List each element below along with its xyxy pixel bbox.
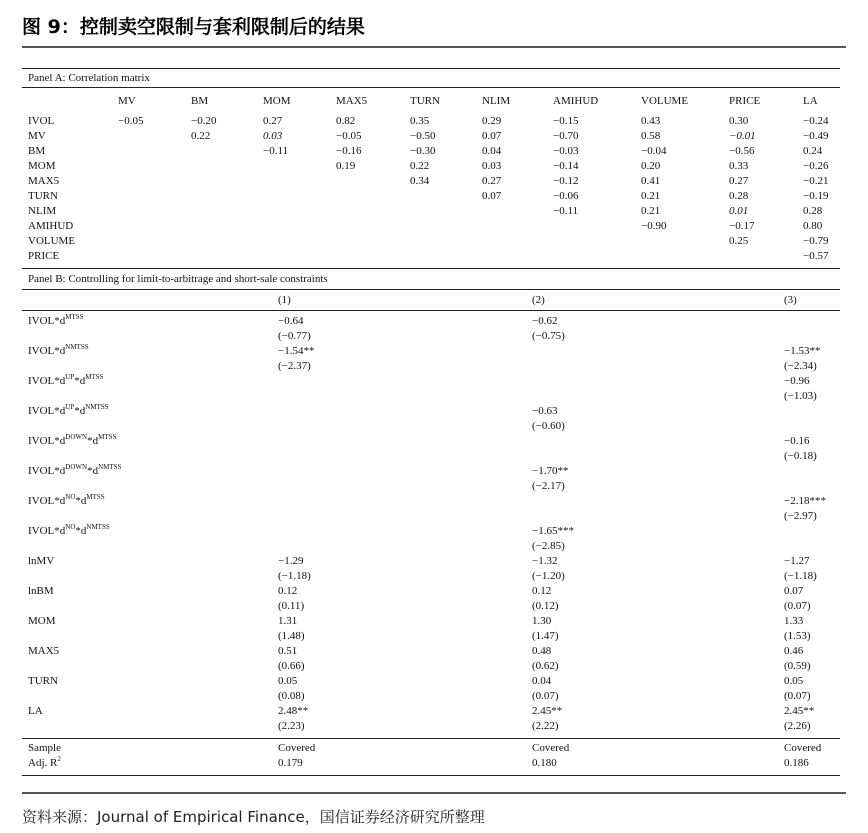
panel-b-row-label: $IVOL*d^{NO}*d^{MTSS}$ <box>28 493 105 507</box>
panel-b-footer-value: 0.180 <box>532 757 557 769</box>
panel-b-row-label: $IVOL*d^{NMTSS}$ <box>28 343 89 357</box>
panel-a-cell: −0.01 <box>729 130 756 142</box>
panel-a-cell: 0.25 <box>729 235 749 247</box>
panel-b-t-stat: (−0.18) <box>784 450 817 462</box>
panel-b-footer-value: Covered <box>278 742 316 754</box>
panel-b-coefficient: 1.31 <box>278 615 298 627</box>
panel-b-t-stat: (−1.20) <box>532 570 565 582</box>
panel-b-coefficient: −1.70** <box>532 465 569 477</box>
panel-b-coefficient: −2.18*** <box>784 495 826 507</box>
source-note: 资料来源：Journal of Empirical Finance，国信证券经济研究所整理 <box>22 808 485 826</box>
panel-a-cell: −0.70 <box>553 130 579 142</box>
panel-b-t-stat: (−2.34) <box>784 360 817 372</box>
panel-b-coefficient: 0.12 <box>278 585 298 597</box>
panel-a-cell: −0.03 <box>553 145 579 157</box>
panel-a-col-header: MAX5 <box>336 95 368 107</box>
panel-b-col-header: (2) <box>532 294 545 306</box>
panel-b-t-stat: (1.48) <box>278 630 305 642</box>
panel-b-t-stat: (2.23) <box>278 720 305 732</box>
panel-a-cell: −0.05 <box>336 130 362 142</box>
panel-b-row-label: $IVOL*d^{MTSS}$ <box>28 313 84 327</box>
panel-a-col-header: BM <box>191 95 209 107</box>
panel-b-t-stat: (1.47) <box>532 630 559 642</box>
panel-b-t-stat: (−0.75) <box>532 330 565 342</box>
panel-a-cell: −0.49 <box>803 130 829 142</box>
panel-b-coefficient: 0.04 <box>532 675 552 687</box>
panel-b-top-rule <box>22 268 840 269</box>
panel-a-cell: 0.21 <box>641 205 661 217</box>
panel-b-row-label: TURN <box>28 675 58 687</box>
panel-a-cell: 0.07 <box>482 190 502 202</box>
panel-a-col-header: LA <box>803 95 818 107</box>
panel-b-row-label: $IVOL*d^{UP}*d^{MTSS}$ <box>28 373 104 387</box>
panel-b-coefficient: 2.48** <box>278 705 309 717</box>
panel-a-row-label: NLIM <box>28 205 57 217</box>
panel-b-coefficient: 0.07 <box>784 585 804 597</box>
panel-a-rule <box>22 87 840 88</box>
panel-b-header-rule <box>22 310 840 311</box>
panel-b-t-stat: (−2.17) <box>532 480 565 492</box>
panel-b-col-header: (1) <box>278 294 291 306</box>
panel-b-footer-label: Adj. $R^2$ <box>28 755 61 769</box>
panel-b-coefficient: 2.45** <box>532 705 563 717</box>
panel-b-coefficient: 0.48 <box>532 645 552 657</box>
panel-a-row-label: IVOL <box>28 115 55 127</box>
panel-a-row-label: MAX5 <box>28 175 60 187</box>
panel-a-cell: 0.01 <box>729 205 749 217</box>
panel-b-coefficient: 1.30 <box>532 615 552 627</box>
panel-b-rule <box>22 289 840 290</box>
panel-a-col-header: PRICE <box>729 95 761 107</box>
panel-b-coefficient: −0.62 <box>532 315 558 327</box>
panel-a-cell: −0.20 <box>191 115 217 127</box>
panel-b-coefficient: 0.51 <box>278 645 298 657</box>
panel-a-title: Panel A: Correlation matrix <box>28 72 150 84</box>
panel-b-coefficient: 0.12 <box>532 585 552 597</box>
panel-b-footer-value: Covered <box>532 742 570 754</box>
panel-a-row-label: BM <box>28 145 46 157</box>
panel-a-cell: 0.24 <box>803 145 823 157</box>
panel-a-cell: −0.15 <box>553 115 579 127</box>
panel-b-t-stat: (−2.85) <box>532 540 565 552</box>
panel-a-cell: −0.30 <box>410 145 436 157</box>
panel-b-coefficient: −0.96 <box>784 375 810 387</box>
panel-a-col-header: VOLUME <box>641 95 689 107</box>
panel-a-col-header: AMIHUD <box>553 95 599 107</box>
panel-a-cell: 0.22 <box>410 160 430 172</box>
panel-b-row-label: $IVOL*d^{UP}*d^{NMTSS}$ <box>28 403 109 417</box>
panel-b-t-stat: (0.08) <box>278 690 305 702</box>
panel-a-cell: −0.17 <box>729 220 755 232</box>
panel-b-t-stat: (1.53) <box>784 630 811 642</box>
panel-b-t-stat: (0.11) <box>278 600 305 612</box>
panel-b-footer-label: Sample <box>28 742 61 754</box>
panel-b-row-label: $IVOL*d^{DOWN}*d^{MTSS}$ <box>28 433 117 447</box>
panel-b-t-stat: (−0.60) <box>532 420 565 432</box>
panel-b-coefficient: 0.46 <box>784 645 804 657</box>
panel-a-cell: 0.19 <box>336 160 356 172</box>
table-top-rule <box>22 68 840 69</box>
panel-b-row-label: MAX5 <box>28 645 60 657</box>
panel-a-cell: −0.21 <box>803 175 829 187</box>
panel-a-cell: 0.03 <box>482 160 502 172</box>
panel-a-row-label: PRICE <box>28 250 60 262</box>
panel-a-row-label: AMIHUD <box>28 220 74 232</box>
panel-b-t-stat: (0.07) <box>784 600 811 612</box>
panel-b-row-label: $IVOL*d^{NO}*d^{NMTSS}$ <box>28 523 110 537</box>
panel-a-cell: 0.28 <box>729 190 749 202</box>
panel-b-coefficient: −1.53** <box>784 345 821 357</box>
panel-a-row-label: MOM <box>28 160 56 172</box>
panel-a-cell: 0.20 <box>641 160 661 172</box>
panel-b-coefficient: −0.16 <box>784 435 810 447</box>
panel-b-row-label: $IVOL*d^{DOWN}*d^{NMTSS}$ <box>28 463 122 477</box>
source-rule <box>22 792 846 794</box>
panel-a-cell: −0.56 <box>729 145 755 157</box>
panel-b-coefficient: 2.45** <box>784 705 815 717</box>
panel-a-cell: −0.79 <box>803 235 829 247</box>
panel-a-cell: 0.03 <box>263 130 283 142</box>
panel-b-footer-value: 0.179 <box>278 757 303 769</box>
panel-b-coefficient: 0.05 <box>278 675 298 687</box>
panel-a-cell: 0.27 <box>482 175 502 187</box>
panel-b-coefficient: 0.05 <box>784 675 804 687</box>
panel-b-t-stat: (0.59) <box>784 660 811 672</box>
panel-a-row-label: MV <box>28 130 46 142</box>
panel-b-coefficient: −1.32 <box>532 555 558 567</box>
panel-a-cell: 0.34 <box>410 175 430 187</box>
panel-a-col-header: MV <box>118 95 136 107</box>
panel-b-t-stat: (−1.18) <box>278 570 311 582</box>
panel-a-cell: 0.04 <box>482 145 502 157</box>
panel-a-cell: −0.11 <box>263 145 289 157</box>
panel-a-cell: −0.14 <box>553 160 579 172</box>
panel-b-t-stat: (0.07) <box>784 690 811 702</box>
panel-a-cell: −0.06 <box>553 190 579 202</box>
panel-b-t-stat: (−1.18) <box>784 570 817 582</box>
panel-a-cell: −0.05 <box>118 115 144 127</box>
results-table <box>22 68 840 776</box>
panel-b-coefficient: −1.54** <box>278 345 315 357</box>
panel-a-cell: −0.57 <box>803 250 829 262</box>
panel-a-cell: −0.24 <box>803 115 829 127</box>
panel-a-cell: 0.07 <box>482 130 502 142</box>
panel-a-cell: 0.58 <box>641 130 661 142</box>
panel-a-cell: −0.12 <box>553 175 579 187</box>
panel-b-t-stat: (−2.97) <box>784 510 817 522</box>
panel-a-cell: 0.22 <box>191 130 211 142</box>
panel-a-cell: −0.11 <box>553 205 579 217</box>
panel-a-cell: −0.50 <box>410 130 436 142</box>
panel-a-cell: −0.26 <box>803 160 829 172</box>
panel-a-cell: 0.28 <box>803 205 823 217</box>
panel-a-cell: 0.35 <box>410 115 430 127</box>
panel-a-cell: 0.43 <box>641 115 661 127</box>
panel-a-cell: 0.41 <box>641 175 661 187</box>
panel-b-t-stat: (−0.77) <box>278 330 311 342</box>
panel-b-coefficient: −1.27 <box>784 555 810 567</box>
panel-a-cell: 0.21 <box>641 190 661 202</box>
panel-a-cell: 0.27 <box>263 115 283 127</box>
panel-a-cell: 0.82 <box>336 115 356 127</box>
panel-b-t-stat: (−2.37) <box>278 360 311 372</box>
panel-a-cell: 0.29 <box>482 115 502 127</box>
panel-b-title: Panel B: Controlling for limit-to-arbitrage and short-sale constraints <box>28 273 328 285</box>
panel-a-row-label: TURN <box>28 190 58 202</box>
panel-b-t-stat: (0.62) <box>532 660 559 672</box>
panel-a-cell: 0.27 <box>729 175 749 187</box>
panel-b-row-label: LA <box>28 705 43 717</box>
panel-a-cell: −0.04 <box>641 145 667 157</box>
panel-a-row-label: VOLUME <box>28 235 76 247</box>
panel-b-t-stat: (2.26) <box>784 720 811 732</box>
panel-b-coefficient: −1.65*** <box>532 525 574 537</box>
panel-a-cell: −0.90 <box>641 220 667 232</box>
panel-b-t-stat: (0.07) <box>532 690 559 702</box>
panel-b-row-label: MOM <box>28 615 56 627</box>
panel-b-col-header: (3) <box>784 294 797 306</box>
panel-a-cell: 0.30 <box>729 115 749 127</box>
table-bottom-rule <box>22 775 840 776</box>
panel-a-col-header: TURN <box>410 95 440 107</box>
panel-b-coefficient: −1.29 <box>278 555 304 567</box>
panel-a-cell: −0.16 <box>336 145 362 157</box>
figure-title: 图 9：控制卖空限制与套利限制后的结果 <box>22 16 365 38</box>
panel-a-cell: 0.33 <box>729 160 749 172</box>
panel-b-coefficient: −0.63 <box>532 405 558 417</box>
panel-b-t-stat: (0.66) <box>278 660 305 672</box>
panel-b-t-stat: (0.12) <box>532 600 559 612</box>
panel-b-t-stat: (2.22) <box>532 720 559 732</box>
panel-a-col-header: MOM <box>263 95 291 107</box>
panel-a-cell: −0.19 <box>803 190 829 202</box>
footer-rule <box>22 738 840 739</box>
title-rule <box>22 46 846 48</box>
panel-b-t-stat: (−1.03) <box>784 390 817 402</box>
panel-a-cell: 0.80 <box>803 220 823 232</box>
panel-b-coefficient: −0.64 <box>278 315 304 327</box>
panel-b-footer-value: 0.186 <box>784 757 809 769</box>
panel-a-col-header: NLIM <box>482 95 511 107</box>
panel-b-coefficient: 1.33 <box>784 615 804 627</box>
panel-b-row-label: lnBM <box>28 585 54 597</box>
panel-b-row-label: lnMV <box>28 555 55 567</box>
panel-b-footer-value: Covered <box>784 742 822 754</box>
